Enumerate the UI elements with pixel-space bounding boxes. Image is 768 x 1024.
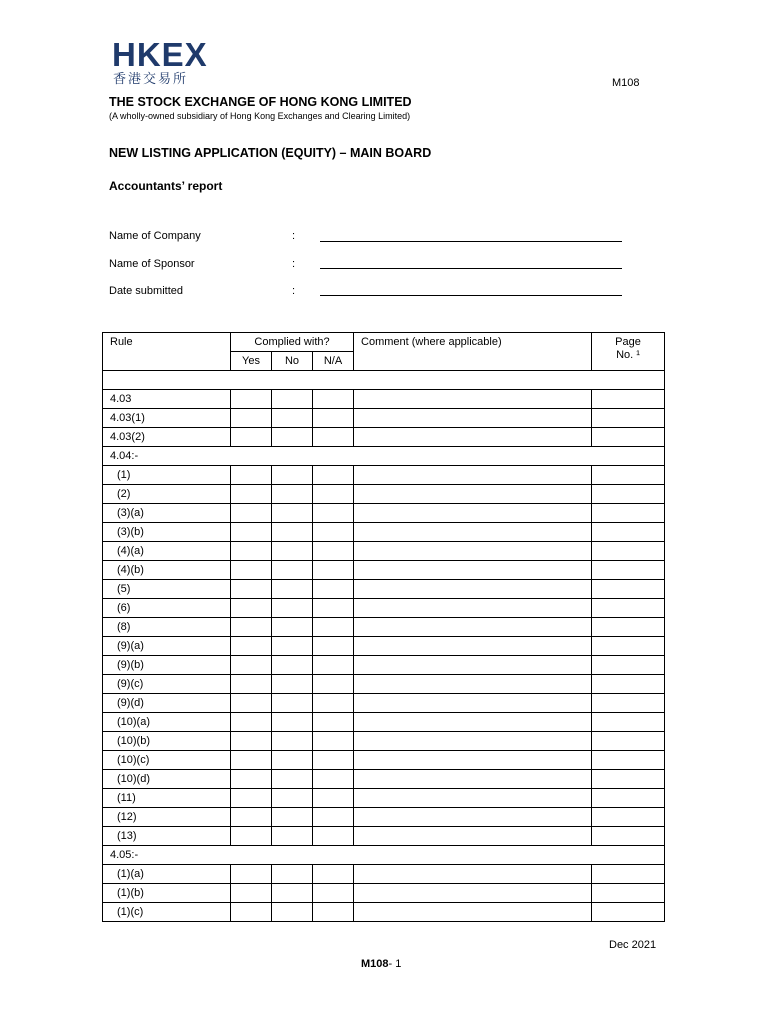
complied-header: Complied with? bbox=[231, 333, 354, 352]
na-cell[interactable] bbox=[313, 409, 354, 428]
na-cell[interactable] bbox=[313, 580, 354, 599]
yes-cell[interactable] bbox=[231, 770, 272, 789]
no-cell[interactable] bbox=[272, 827, 313, 846]
comment-cell[interactable] bbox=[354, 694, 592, 713]
comment-cell[interactable] bbox=[354, 390, 592, 409]
page-cell[interactable] bbox=[592, 884, 665, 903]
rule-label: (10)(d) bbox=[103, 770, 231, 789]
rule-label: (10)(a) bbox=[103, 713, 231, 732]
no-cell[interactable] bbox=[272, 618, 313, 637]
yes-cell[interactable] bbox=[231, 637, 272, 656]
no-cell[interactable] bbox=[272, 542, 313, 561]
page-cell[interactable] bbox=[592, 542, 665, 561]
footer-date: Dec 2021 bbox=[609, 939, 657, 951]
no-cell[interactable] bbox=[272, 466, 313, 485]
page-cell[interactable] bbox=[592, 827, 665, 846]
table-row bbox=[103, 447, 665, 466]
page-header-line2: No. ¹ bbox=[616, 349, 640, 361]
page-cell[interactable] bbox=[592, 675, 665, 694]
no-cell[interactable] bbox=[272, 485, 313, 504]
no-cell[interactable] bbox=[272, 675, 313, 694]
yes-cell[interactable] bbox=[231, 618, 272, 637]
no-cell[interactable] bbox=[272, 694, 313, 713]
comment-cell[interactable] bbox=[354, 808, 592, 827]
rule-label: (4)(a) bbox=[103, 542, 231, 561]
yes-cell[interactable] bbox=[231, 599, 272, 618]
org-title: THE STOCK EXCHANGE OF HONG KONG LIMITED bbox=[109, 95, 412, 109]
na-cell[interactable] bbox=[313, 694, 354, 713]
comment-cell[interactable] bbox=[354, 485, 592, 504]
date-submitted-field[interactable] bbox=[320, 295, 622, 296]
yes-cell[interactable] bbox=[231, 713, 272, 732]
table-row bbox=[103, 846, 665, 865]
yes-cell[interactable] bbox=[231, 694, 272, 713]
yes-cell[interactable] bbox=[231, 675, 272, 694]
page-cell[interactable] bbox=[592, 713, 665, 732]
footer-page-code: M108 bbox=[361, 958, 389, 970]
date-submitted-label: Date submitted bbox=[109, 285, 183, 297]
yes-cell[interactable] bbox=[231, 504, 272, 523]
table-row bbox=[103, 599, 665, 618]
page-cell[interactable] bbox=[592, 637, 665, 656]
table-row bbox=[103, 504, 665, 523]
comment-cell[interactable] bbox=[354, 751, 592, 770]
no-cell[interactable] bbox=[272, 751, 313, 770]
table-row bbox=[103, 580, 665, 599]
company-name-label: Name of Company bbox=[109, 230, 201, 242]
yes-cell[interactable] bbox=[231, 808, 272, 827]
comment-cell[interactable] bbox=[354, 884, 592, 903]
no-cell[interactable] bbox=[272, 428, 313, 447]
table-row bbox=[103, 770, 665, 789]
comment-cell[interactable] bbox=[354, 428, 592, 447]
no-cell[interactable] bbox=[272, 713, 313, 732]
comment-cell[interactable] bbox=[354, 675, 592, 694]
rule-label: (9)(b) bbox=[103, 656, 231, 675]
yes-cell[interactable] bbox=[231, 789, 272, 808]
yes-cell[interactable] bbox=[231, 751, 272, 770]
page-cell[interactable] bbox=[592, 618, 665, 637]
rule-label: (4)(b) bbox=[103, 561, 231, 580]
rule-label: (6) bbox=[103, 599, 231, 618]
page-cell[interactable] bbox=[592, 694, 665, 713]
page-cell[interactable] bbox=[592, 751, 665, 770]
hkex-logo bbox=[112, 38, 222, 90]
yes-cell[interactable] bbox=[231, 656, 272, 675]
na-cell[interactable] bbox=[313, 675, 354, 694]
table-row bbox=[103, 371, 665, 390]
table-row bbox=[103, 789, 665, 808]
comment-cell[interactable] bbox=[354, 637, 592, 656]
no-cell[interactable] bbox=[272, 732, 313, 751]
comment-cell[interactable] bbox=[354, 656, 592, 675]
na-cell[interactable] bbox=[313, 751, 354, 770]
no-cell[interactable] bbox=[272, 770, 313, 789]
comment-header: Comment (where applicable) bbox=[354, 333, 592, 371]
na-cell[interactable] bbox=[313, 485, 354, 504]
comment-cell[interactable] bbox=[354, 561, 592, 580]
comment-cell[interactable] bbox=[354, 789, 592, 808]
comment-cell[interactable] bbox=[354, 504, 592, 523]
na-cell[interactable] bbox=[313, 903, 354, 922]
no-cell[interactable] bbox=[272, 523, 313, 542]
page-cell[interactable] bbox=[592, 485, 665, 504]
page-cell[interactable] bbox=[592, 599, 665, 618]
page-header bbox=[592, 333, 665, 371]
no-cell[interactable] bbox=[272, 656, 313, 675]
na-cell[interactable] bbox=[313, 428, 354, 447]
yes-cell[interactable] bbox=[231, 542, 272, 561]
rule-label: (9)(c) bbox=[103, 675, 231, 694]
na-cell[interactable] bbox=[313, 732, 354, 751]
table-row bbox=[103, 865, 665, 884]
page-cell[interactable] bbox=[592, 656, 665, 675]
page-cell[interactable] bbox=[592, 390, 665, 409]
report-title: Accountants’ report bbox=[109, 179, 223, 193]
yes-cell[interactable] bbox=[231, 732, 272, 751]
rule-label: (11) bbox=[103, 789, 231, 808]
field-colon: : bbox=[292, 230, 296, 242]
table-row bbox=[103, 466, 665, 485]
page-cell[interactable] bbox=[592, 789, 665, 808]
table-row bbox=[103, 618, 665, 637]
na-cell[interactable] bbox=[313, 599, 354, 618]
table-row bbox=[103, 884, 665, 903]
rule-label: (2) bbox=[103, 485, 231, 504]
na-cell[interactable] bbox=[313, 865, 354, 884]
na-cell[interactable] bbox=[313, 884, 354, 903]
section-label: 4.04:- bbox=[103, 447, 665, 466]
logo-text: HKEX bbox=[112, 36, 208, 73]
na-cell[interactable] bbox=[313, 504, 354, 523]
na-cell[interactable] bbox=[313, 808, 354, 827]
page-cell[interactable] bbox=[592, 523, 665, 542]
page-cell[interactable] bbox=[592, 428, 665, 447]
na-cell[interactable] bbox=[313, 656, 354, 675]
rule-label: (10)(c) bbox=[103, 751, 231, 770]
page-cell[interactable] bbox=[592, 580, 665, 599]
no-cell[interactable] bbox=[272, 390, 313, 409]
comment-cell[interactable] bbox=[354, 713, 592, 732]
table-row bbox=[103, 637, 665, 656]
na-cell[interactable] bbox=[313, 561, 354, 580]
rule-label: (10)(b) bbox=[103, 732, 231, 751]
yes-header: Yes bbox=[231, 352, 272, 371]
comment-cell[interactable] bbox=[354, 409, 592, 428]
comment-cell[interactable] bbox=[354, 580, 592, 599]
page-header-line1: Page bbox=[615, 336, 641, 348]
yes-cell[interactable] bbox=[231, 466, 272, 485]
no-cell[interactable] bbox=[272, 789, 313, 808]
table-row bbox=[103, 732, 665, 751]
yes-cell[interactable] bbox=[231, 485, 272, 504]
no-cell[interactable] bbox=[272, 808, 313, 827]
rule-label: (1) bbox=[103, 466, 231, 485]
page-cell[interactable] bbox=[592, 903, 665, 922]
page-cell[interactable] bbox=[592, 504, 665, 523]
na-header: N/A bbox=[313, 352, 354, 371]
table-row bbox=[103, 523, 665, 542]
table-row bbox=[103, 827, 665, 846]
rule-label: 4.03(2) bbox=[103, 428, 231, 447]
document-title: NEW LISTING APPLICATION (EQUITY) – MAIN BOARD bbox=[109, 146, 432, 160]
yes-cell[interactable] bbox=[231, 390, 272, 409]
blank-row-cell bbox=[103, 371, 665, 390]
table-row bbox=[103, 561, 665, 580]
sponsor-name-field[interactable] bbox=[320, 268, 622, 269]
na-cell[interactable] bbox=[313, 827, 354, 846]
comment-cell[interactable] bbox=[354, 466, 592, 485]
table-row bbox=[103, 485, 665, 504]
yes-cell[interactable] bbox=[231, 884, 272, 903]
na-cell[interactable] bbox=[313, 713, 354, 732]
rule-label: (3)(b) bbox=[103, 523, 231, 542]
na-cell[interactable] bbox=[313, 390, 354, 409]
table-row bbox=[103, 903, 665, 922]
rule-label: (1)(c) bbox=[103, 903, 231, 922]
comment-cell[interactable] bbox=[354, 903, 592, 922]
footer-page-suffix: - 1 bbox=[388, 958, 402, 970]
rule-label: (13) bbox=[103, 827, 231, 846]
yes-cell[interactable] bbox=[231, 903, 272, 922]
company-name-field[interactable] bbox=[320, 241, 622, 242]
rule-label: (9)(a) bbox=[103, 637, 231, 656]
field-colon: : bbox=[292, 285, 296, 297]
rule-header: Rule bbox=[103, 333, 231, 371]
table-row bbox=[103, 808, 665, 827]
rule-label: (5) bbox=[103, 580, 231, 599]
page-cell[interactable] bbox=[592, 865, 665, 884]
table-row bbox=[103, 428, 665, 447]
table-row bbox=[103, 713, 665, 732]
rule-label: (1)(a) bbox=[103, 865, 231, 884]
page-cell[interactable] bbox=[592, 732, 665, 751]
logo-subtext: 香港交易所 bbox=[113, 72, 189, 87]
comment-cell[interactable] bbox=[354, 523, 592, 542]
page-cell[interactable] bbox=[592, 770, 665, 789]
na-cell[interactable] bbox=[313, 637, 354, 656]
comment-cell[interactable] bbox=[354, 599, 592, 618]
na-cell[interactable] bbox=[313, 523, 354, 542]
comment-cell[interactable] bbox=[354, 618, 592, 637]
comment-cell[interactable] bbox=[354, 865, 592, 884]
org-subtitle: (A wholly-owned subsidiary of Hong Kong Exchanges and Clearing Limited) bbox=[109, 111, 411, 121]
no-cell[interactable] bbox=[272, 580, 313, 599]
sponsor-name-label: Name of Sponsor bbox=[109, 258, 195, 270]
yes-cell[interactable] bbox=[231, 827, 272, 846]
comment-cell[interactable] bbox=[354, 732, 592, 751]
table-row bbox=[103, 409, 665, 428]
rule-label: 4.03(1) bbox=[103, 409, 231, 428]
na-cell[interactable] bbox=[313, 542, 354, 561]
rules-checklist-table bbox=[102, 332, 665, 922]
footer-page-number bbox=[361, 958, 401, 970]
na-cell[interactable] bbox=[313, 466, 354, 485]
rule-label: (1)(b) bbox=[103, 884, 231, 903]
rule-label: (3)(a) bbox=[103, 504, 231, 523]
yes-cell[interactable] bbox=[231, 561, 272, 580]
table-body bbox=[103, 371, 665, 922]
no-cell[interactable] bbox=[272, 409, 313, 428]
page-cell[interactable] bbox=[592, 409, 665, 428]
rule-label: (8) bbox=[103, 618, 231, 637]
no-cell[interactable] bbox=[272, 637, 313, 656]
rule-label: (9)(d) bbox=[103, 694, 231, 713]
page-cell[interactable] bbox=[592, 466, 665, 485]
no-header: No bbox=[272, 352, 313, 371]
no-cell[interactable] bbox=[272, 599, 313, 618]
comment-cell[interactable] bbox=[354, 827, 592, 846]
na-cell[interactable] bbox=[313, 618, 354, 637]
na-cell[interactable] bbox=[313, 789, 354, 808]
no-cell[interactable] bbox=[272, 884, 313, 903]
table-row bbox=[103, 675, 665, 694]
page-cell[interactable] bbox=[592, 561, 665, 580]
yes-cell[interactable] bbox=[231, 865, 272, 884]
field-colon: : bbox=[292, 258, 296, 270]
table-row bbox=[103, 751, 665, 770]
no-cell[interactable] bbox=[272, 865, 313, 884]
form-code: M108 bbox=[612, 77, 640, 89]
no-cell[interactable] bbox=[272, 504, 313, 523]
na-cell[interactable] bbox=[313, 770, 354, 789]
no-cell[interactable] bbox=[272, 561, 313, 580]
comment-cell[interactable] bbox=[354, 770, 592, 789]
rule-label: (12) bbox=[103, 808, 231, 827]
yes-cell[interactable] bbox=[231, 580, 272, 599]
table-row bbox=[103, 694, 665, 713]
table-row bbox=[103, 656, 665, 675]
comment-cell[interactable] bbox=[354, 542, 592, 561]
yes-cell[interactable] bbox=[231, 409, 272, 428]
table-row bbox=[103, 542, 665, 561]
no-cell[interactable] bbox=[272, 903, 313, 922]
yes-cell[interactable] bbox=[231, 428, 272, 447]
table-row bbox=[103, 390, 665, 409]
page-cell[interactable] bbox=[592, 808, 665, 827]
section-label: 4.05:- bbox=[103, 846, 665, 865]
rule-label: 4.03 bbox=[103, 390, 231, 409]
yes-cell[interactable] bbox=[231, 523, 272, 542]
